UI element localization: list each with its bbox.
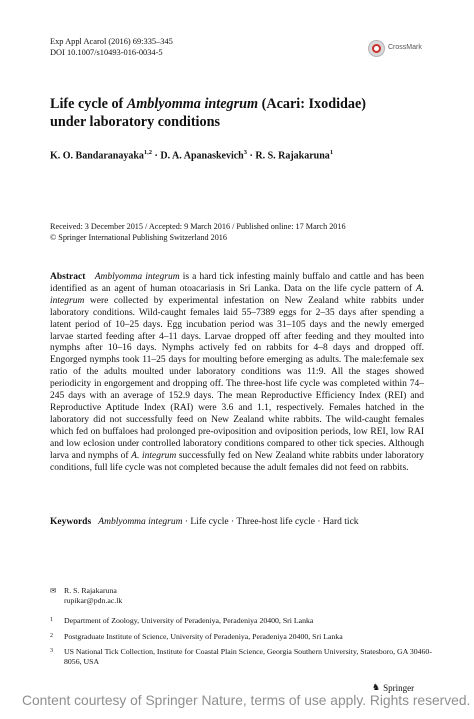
springer-horse-icon: ♞ (372, 683, 381, 693)
crossmark-icon (368, 40, 385, 57)
keywords-label: Keywords (50, 517, 92, 527)
corresponding-author (50, 586, 122, 606)
author-name: D. A. Apanaskevich (160, 150, 244, 162)
received-dates: Received: 3 December 2015 / Accepted: 9 March 2016 / Published online: 17 March 2016 (50, 222, 346, 231)
envelope-icon: ✉ (50, 586, 57, 595)
crossmark-label: CrossMark (388, 44, 422, 51)
publisher-name: Springer (383, 683, 415, 693)
publisher-logo (372, 683, 414, 693)
copyright-watermark: Content courtesy of Springer Nature, terms of use apply. Rights reserved. (22, 693, 471, 708)
author-list: K. O. Bandaranayaka$^{1,2}$ · D. A. Apanaskevich$^3$ · R. S. Rajakaruna$^1$ (50, 149, 334, 162)
author-name: K. O. Bandaranayaka (50, 150, 144, 162)
journal-citation (50, 36, 173, 58)
doi-line[interactable]: DOI 10.1007/s10493-016-0034-5 (50, 48, 163, 57)
title-species: Amblyomma integrum (126, 96, 259, 112)
journal-volume-line: Exp Appl Acarol (2016) 69:335–345 (50, 37, 173, 46)
author-name: R. S. Rajakaruna (255, 150, 330, 162)
corresponding-name: R. S. Rajakaruna (64, 586, 117, 595)
copyright-line: © Springer International Publishing Switzerland 2016 (50, 232, 227, 242)
publication-history (50, 222, 440, 244)
keyword: Amblyomma integrum (98, 517, 183, 527)
keyword: Hard tick (322, 517, 359, 527)
keyword: Three-host life cycle (236, 517, 315, 527)
article-title: Life cycle of Amblyomma integrum (Acari: Ixodidae) under laboratory conditions (50, 96, 367, 130)
keywords-section: Keywords Amblyomma integrum · Life cycle · Three-host life cycle · Hard tick (50, 517, 359, 527)
keyword: Life cycle (190, 517, 229, 527)
abstract-section: Abstract Amblyomma integrum is a hard tick infesting mainly buffalo and cattle and has been identified as an agent of human otoacariasis in Sri Lanka. Data on the life cycle pattern of A. integrum were collected by experimental infestation on New Zealand white rabbits under laboratory conditions. Wild-caught females laid 55–7389 eggs for 2–35 days after spending a latent period of 10–25 days. Egg incubation period was 31–105 days and the newly emerged larvae started feeding after 4–11 days. Larvae dropped off after feeding and they moulted into nymphs after 10–16 days. Nymphs actively fed on rabbits for 4–8 days and dropped off. Engorged nymphs took 11–25 days for moulting before emerging as adults. The male:female sex ratio of the adults moulted under laboratory conditions was 11:9. All the stages showed periodicity in engorgement and dropping off. The three-host life cycle was completed within 74–245 days with an average of 152.9 days. The mean Reproductive Efficiency Index (REI) and Reproductive Aptitude Index (RAI) were 3.6 and 1.1, respectively. Females hatched in the laboratory did not successfully feed on New Zealand white rabbits. The wild-caught females which fed on buffaloes had prolonged pre-oviposition and oviposition periods, low REI, low RAI and low eclosion under controlled laboratory conditions compared to other tick species. Although larva and nymphs of A. integrum successfully fed on New Zealand white rabbits under laboratory conditions, full life cycle was not completed because the adult females did not feed on rabbits. (50, 272, 425, 473)
crossmark-badge[interactable] (368, 40, 438, 60)
corresponding-email[interactable]: rupikar@pdn.ac.lk (64, 596, 123, 605)
abstract-label: Abstract (50, 272, 86, 282)
